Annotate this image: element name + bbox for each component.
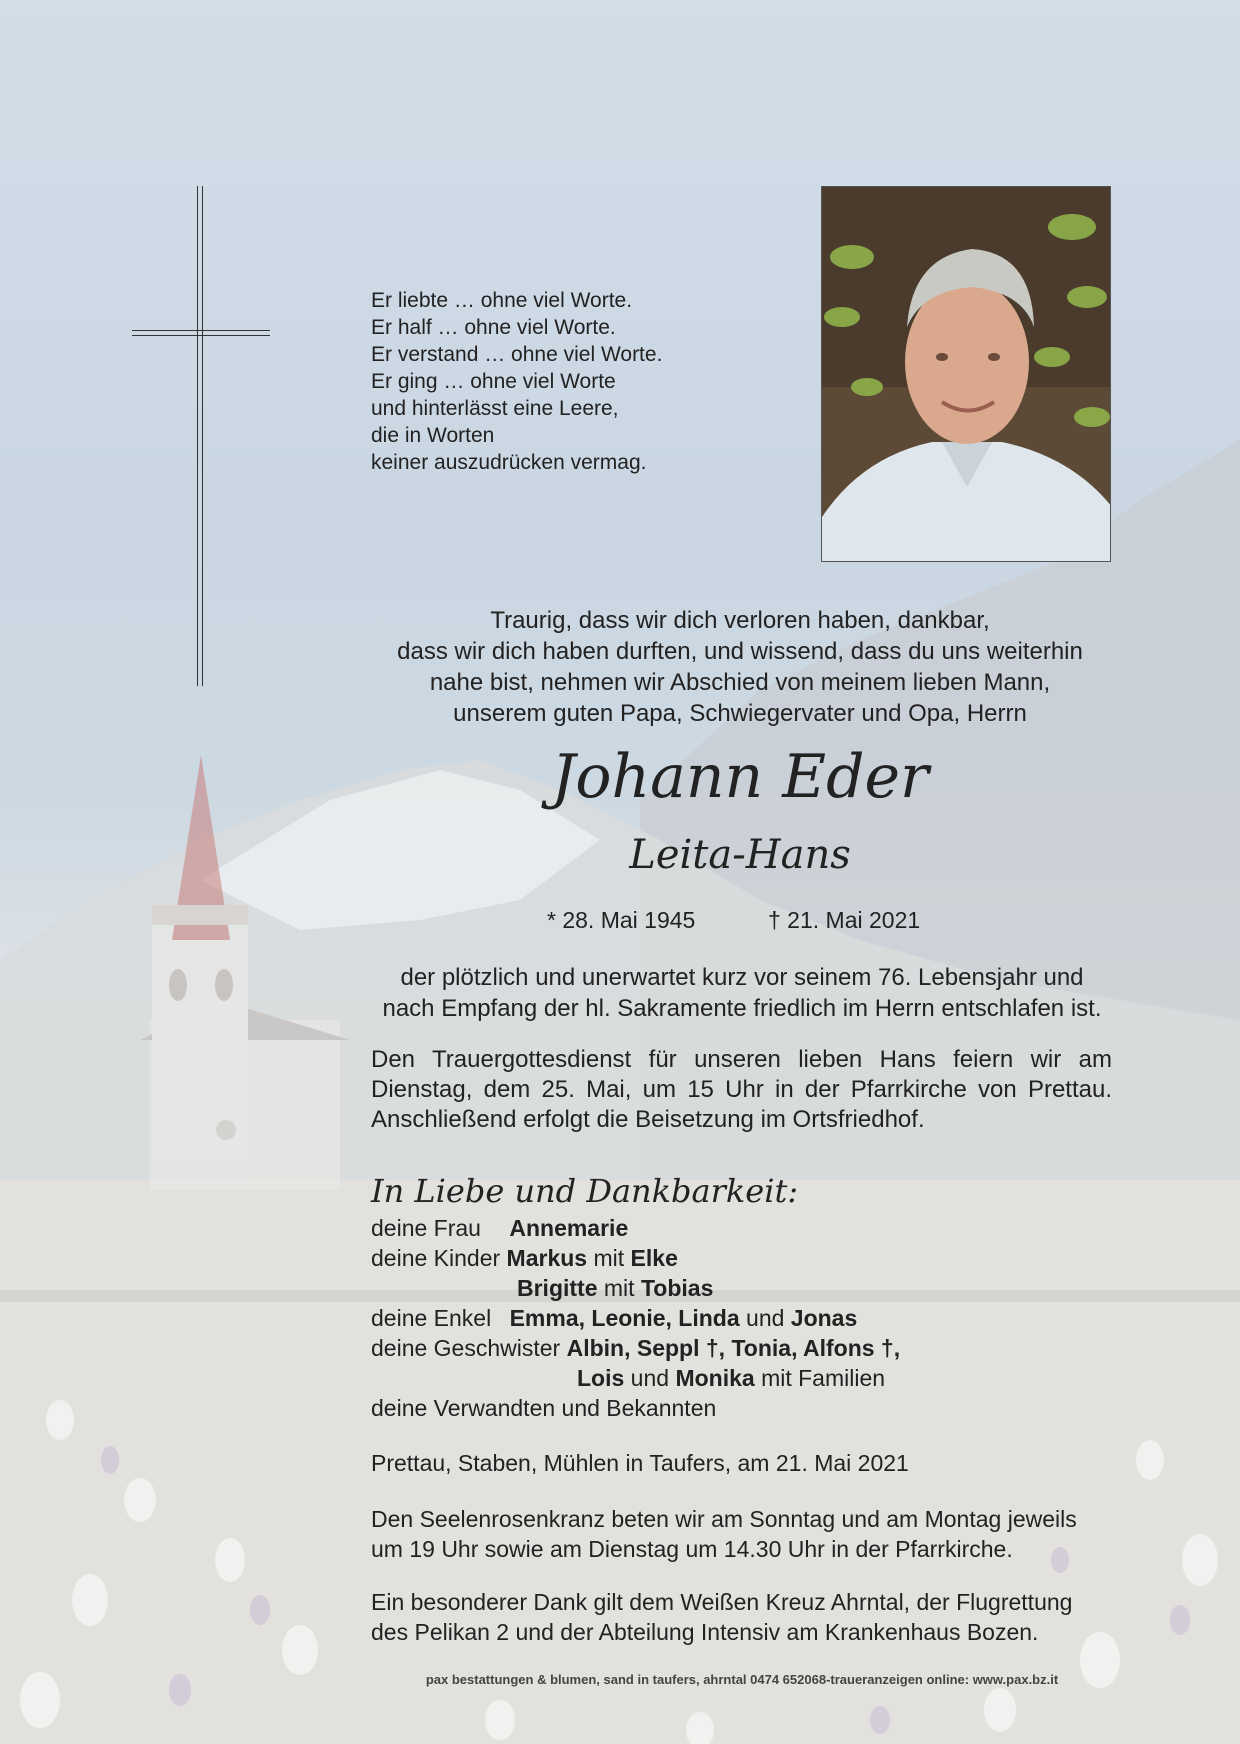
death-note xyxy=(372,962,1112,1024)
grandchild-name: Jonas xyxy=(790,1305,858,1331)
farewell-intro xyxy=(360,605,1120,729)
sibling-name: Monika xyxy=(675,1365,755,1391)
signoff-heading: In Liebe und Dankbarkeit: xyxy=(371,1172,799,1210)
intro-line: nahe bist, nehmen wir Abschied von meinem lieben Mann, xyxy=(429,669,1051,696)
and-word: und xyxy=(630,1365,670,1391)
deceased-name: Johann Eder xyxy=(551,742,929,812)
rosary-line: um 19 Uhr sowie am Dienstag um 14.30 Uhr in der Pfarrkirche. xyxy=(371,1536,1013,1562)
poem-line: und hinterlässt eine Leere, xyxy=(371,397,619,420)
death-note-line: nach Empfang der hl. Sakramente friedlich im Herrn entschlafen ist. xyxy=(382,995,1102,1022)
cross-horizontal-bar xyxy=(132,330,270,336)
and-word: und xyxy=(746,1305,785,1331)
child-partner-name: Elke xyxy=(630,1245,678,1271)
with-word: mit xyxy=(603,1275,635,1301)
mourner-row-children xyxy=(371,1245,678,1275)
funeral-service-info xyxy=(371,1045,1112,1135)
rosary-info xyxy=(371,1504,1077,1564)
children-label: deine Kinder xyxy=(371,1245,501,1271)
intro-line: Traurig, dass wir dich verloren haben, dankbar, xyxy=(490,607,990,634)
place-and-date: Prettau, Staben, Mühlen in Taufers, am 21. Mai 2021 xyxy=(371,1450,909,1476)
poem-line: Er liebte … ohne viel Worte. xyxy=(371,289,633,312)
poem-line: Er verstand … ohne viel Worte. xyxy=(371,343,663,366)
child-name: Brigitte xyxy=(517,1275,598,1301)
mourner-row-grandchildren xyxy=(371,1305,857,1335)
mourner-row-children-2 xyxy=(517,1275,713,1305)
child-name: Markus xyxy=(506,1245,588,1271)
service-line: Anschließend erfolgt die Beisetzung im Ortsfriedhof. xyxy=(371,1106,925,1133)
death-note-line: der plötzlich und unerwartet kurz vor seinem 76. Lebensjahr und xyxy=(400,964,1084,991)
sibling-names: Albin, Seppl †, Tonia, Alfons †, xyxy=(566,1335,901,1361)
grandchildren-label: deine Enkel xyxy=(371,1305,492,1331)
intro-line: dass wir dich haben durften, und wissend, dass du uns weiterhin xyxy=(397,638,1083,665)
birth-date: * 28. Mai 1945 xyxy=(547,907,696,933)
deceased-nickname: Leita-Hans xyxy=(629,832,851,878)
thanks-line: des Pelikan 2 und der Abteilung Intensiv am Krankenhaus Bozen. xyxy=(371,1619,1039,1645)
poem-line: keiner auszudrücken vermag. xyxy=(371,451,647,474)
wife-name: Annemarie xyxy=(509,1215,629,1241)
poem-line: Er ging … ohne viel Worte xyxy=(371,370,616,393)
with-families: mit Familien xyxy=(761,1365,886,1391)
relatives-text: deine Verwandten und Bekannten xyxy=(371,1395,717,1421)
sibling-name: Lois xyxy=(577,1365,625,1391)
thanks-line: Ein besonderer Dank gilt dem Weißen Kreuz Ahrntal, der Flugrettung xyxy=(371,1589,1073,1615)
poem-line: Er half … ohne viel Worte. xyxy=(371,316,616,339)
mourner-row-wife xyxy=(371,1215,628,1245)
child-partner-name: Tobias xyxy=(640,1275,714,1301)
thanks-note xyxy=(371,1587,1072,1647)
funeral-home-footer: pax bestattungen & blumen, sand in taufers, ahrntal 0474 652068-traueranzeigen online: www.pax.bz.it xyxy=(425,1672,1059,1687)
with-word: mit xyxy=(593,1245,625,1271)
mourner-row-siblings-2 xyxy=(577,1365,885,1395)
grandchildren-names: Emma, Leonie, Linda xyxy=(509,1305,740,1331)
siblings-label: deine Geschwister xyxy=(371,1335,561,1361)
mourner-row-siblings xyxy=(371,1335,900,1365)
intro-line: unserem guten Papa, Schwiegervater und Opa, Herrn xyxy=(453,700,1027,727)
service-line: Dienstag, dem 25. Mai, um 15 Uhr in der Pfarrkirche von Prettau. xyxy=(371,1076,1112,1103)
portrait-photo xyxy=(821,186,1111,562)
portrait-illustration xyxy=(822,187,1111,562)
wife-label: deine Frau xyxy=(371,1215,481,1241)
rosary-line: Den Seelenrosenkranz beten wir am Sonntag und am Montag jeweils xyxy=(371,1506,1077,1532)
death-date: † 21. Mai 2021 xyxy=(768,907,921,933)
poem-line: die in Worten xyxy=(371,424,495,447)
mourner-row-relatives xyxy=(371,1395,716,1425)
cross-vertical-bar xyxy=(197,186,203,686)
poem xyxy=(371,287,662,476)
service-line: Den Trauergottesdienst für unseren lieben Hans feiern wir am xyxy=(371,1046,1112,1073)
